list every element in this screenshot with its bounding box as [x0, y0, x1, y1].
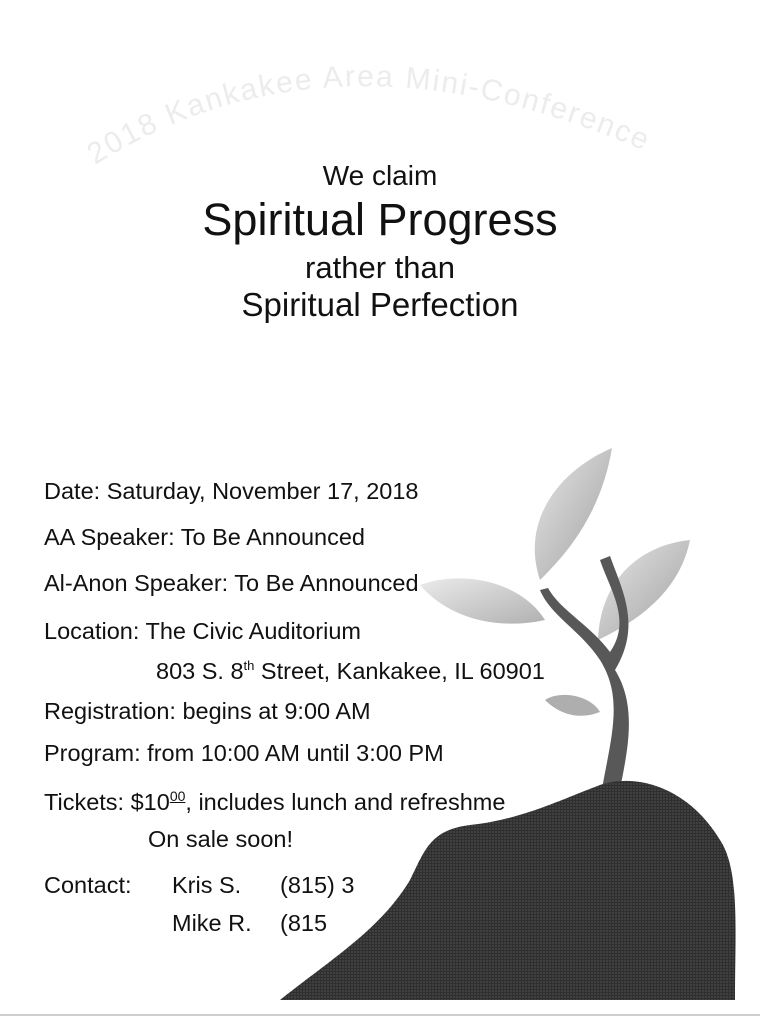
- headline-line-4: Spiritual Perfection: [241, 285, 519, 323]
- leaf-small: [545, 695, 600, 716]
- contact-label: Contact:: [44, 872, 132, 898]
- leaf-left: [420, 578, 545, 623]
- address-rest: Street, Kankakee, IL 60901: [254, 658, 545, 684]
- contact-1-name: Kris S.: [172, 872, 242, 898]
- contact-2-name: Mike R.: [172, 910, 252, 936]
- leaf-right: [598, 540, 690, 640]
- address-line: [156, 658, 545, 685]
- contact-1-phone: (815) 3: [280, 872, 355, 898]
- plant-stem: [540, 556, 629, 800]
- headline-line-3: rather than: [305, 249, 455, 285]
- aa-speaker-line: AA Speaker: To Be Announced: [44, 524, 365, 550]
- registration-line: Registration: begins at 9:00 AM: [44, 698, 371, 724]
- watermark-text: 2018 Kankakee Area Mini-Conference: [81, 60, 656, 171]
- headline-line-2: Spiritual Progress: [202, 194, 558, 246]
- alanon-speaker-line: Al-Anon Speaker: To Be Announced: [44, 570, 419, 596]
- bottom-rule: [0, 1014, 760, 1016]
- address-number: 803 S. 8: [156, 658, 244, 684]
- address-ordinal: th: [243, 658, 255, 674]
- contact-2-phone: (815: [280, 910, 328, 936]
- tickets-includes: , includes lunch and refreshme: [185, 788, 506, 815]
- date-line: Date: Saturday, November 17, 2018: [44, 478, 419, 504]
- on-sale-line: On sale soon!: [148, 826, 294, 852]
- location-line: Location: The Civic Auditorium: [44, 618, 361, 644]
- tickets-cents: 00: [169, 788, 186, 804]
- tickets-price: Tickets: $10: [44, 788, 170, 815]
- program-line: Program: from 10:00 AM until 3:00 PM: [44, 740, 444, 766]
- headline-line-1: We claim: [322, 160, 438, 191]
- tickets-line: [44, 788, 505, 816]
